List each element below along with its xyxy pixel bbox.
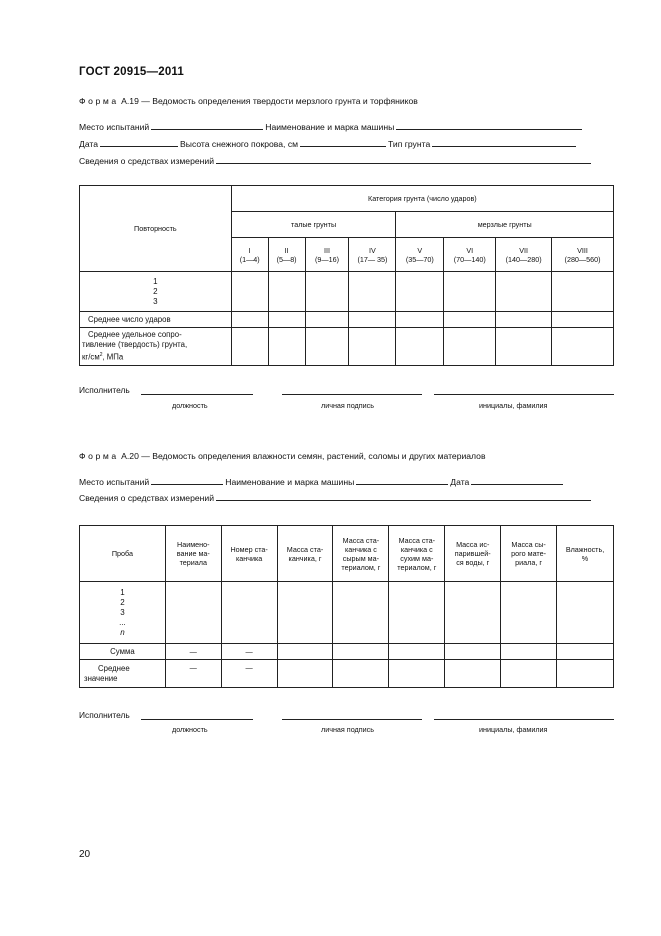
data-cell[interactable] (444, 328, 496, 366)
form19-signature-line[interactable] (282, 394, 422, 395)
data-cell[interactable] (305, 312, 349, 328)
form19-col-repeat: Повторность (80, 186, 232, 272)
data-cell[interactable] (221, 582, 277, 644)
form19-avg-blows: Среднее число ударов (80, 312, 232, 328)
form19-instruments-label: Сведения о средствах измерений (79, 156, 214, 166)
form20-date-label: Дата (450, 477, 470, 487)
form20-col-header-6 (389, 526, 445, 582)
header-line: сухим ма- (400, 553, 434, 563)
data-cell[interactable] (268, 312, 305, 328)
form20-executor-label: Исполнитель (79, 710, 130, 720)
form20-col-header-5 (333, 526, 389, 582)
table-row (80, 312, 614, 328)
data-cell[interactable] (349, 272, 396, 312)
form20-machine-label: Наименование и марка машины (225, 477, 355, 487)
form19-initials-line[interactable] (434, 394, 614, 395)
data-cell[interactable] (231, 312, 268, 328)
header-line: канчика с (400, 544, 433, 554)
data-cell[interactable] (501, 582, 557, 644)
form20-place-input[interactable] (151, 475, 223, 485)
data-cell[interactable] (277, 660, 333, 688)
data-cell[interactable] (305, 328, 349, 366)
data-cell[interactable] (557, 660, 614, 688)
form20-col-header-2 (165, 526, 221, 582)
header-line: Номер ста- (230, 544, 268, 554)
data-cell[interactable] (552, 272, 614, 312)
form19-field-row-1 (79, 120, 584, 132)
header-line: Масса ста- (286, 544, 324, 554)
form19-title-word: Форма (79, 96, 119, 106)
form19-place-label: Место испытаний (79, 122, 150, 132)
header-line: парившей- (454, 549, 491, 558)
form19-title-text: А.19 — Ведомость определения твердости мерзлого грунта и торфяников (121, 96, 418, 106)
data-cell[interactable] (496, 312, 552, 328)
form19-executor-label: Исполнитель (79, 385, 130, 395)
form19-group-header: Категория грунта (число ударов) (231, 186, 613, 212)
form20-col-header-9 (557, 526, 614, 582)
form20-initials-line[interactable] (434, 719, 614, 720)
cat-roman: II (284, 245, 289, 255)
form20-signature-caption: личная подпись (321, 725, 374, 734)
form19-place-input[interactable] (151, 120, 263, 130)
data-cell[interactable] (333, 644, 389, 660)
avg-resist-sup: 2 (99, 352, 103, 359)
data-cell[interactable] (349, 328, 396, 366)
cat-roman: VII (519, 245, 529, 255)
data-cell[interactable] (305, 272, 349, 312)
dash-cell: — (165, 660, 221, 688)
header-line: риала, г (515, 558, 542, 567)
data-cell[interactable] (445, 582, 501, 644)
form20-title (79, 451, 486, 461)
cat-roman: IV (369, 245, 376, 255)
data-cell[interactable] (557, 644, 614, 660)
form20-instruments-input[interactable] (216, 491, 591, 501)
table-row (80, 582, 614, 644)
form20-title-word: Форма (79, 451, 119, 461)
form19-machine-label: Наименование и марка машины (265, 122, 395, 132)
header-line: % (581, 553, 589, 563)
repeat-number: 2 (153, 286, 158, 296)
dash-cell: — (221, 644, 277, 660)
form19-repeats-cell (80, 272, 232, 312)
form20-date-input[interactable] (471, 475, 563, 485)
cat-roman: VIII (577, 245, 588, 255)
form19-cat-1 (231, 238, 268, 272)
data-cell[interactable] (349, 312, 396, 328)
cat-roman: V (417, 245, 423, 255)
form19-thawed-header: талые грунты (231, 212, 396, 238)
data-cell[interactable] (496, 328, 552, 366)
data-cell[interactable] (552, 312, 614, 328)
table-row (80, 660, 614, 688)
data-cell[interactable] (501, 660, 557, 688)
form20-col-header-3 (221, 526, 277, 582)
cat-roman: III (324, 245, 331, 255)
header-line: Масса ста- (398, 535, 436, 545)
data-cell[interactable] (389, 660, 445, 688)
form20-col-header-4 (277, 526, 333, 582)
header-line: Наимено- (177, 540, 210, 549)
table-row (80, 644, 614, 660)
form19-machine-input[interactable] (396, 120, 582, 130)
header-line: канчика (235, 553, 263, 563)
form20-table (79, 525, 614, 688)
form20-initials-caption: инициалы, фамилия (479, 725, 548, 734)
data-cell[interactable] (396, 272, 444, 312)
avg-line: Среднее (98, 663, 130, 673)
form19-avg-resist (80, 328, 232, 366)
header-line: Масса сы- (511, 540, 546, 549)
form20-field-row-2 (79, 491, 593, 503)
form20-title-text: А.20 — Ведомость определения влажности семян, растений, соломы и других материалов (121, 451, 486, 461)
form19-table (79, 185, 614, 366)
repeat-number: 1 (153, 276, 158, 286)
data-cell[interactable] (277, 582, 333, 644)
avg-resist-line: , МПа (102, 352, 124, 362)
header-line: канчика с (344, 544, 377, 554)
form19-cat-4 (349, 238, 396, 272)
page-number: 20 (79, 849, 91, 860)
data-cell[interactable] (165, 582, 221, 644)
form19-cat-8 (552, 238, 614, 272)
header-line: Влажность, (565, 544, 605, 554)
header-line: рого мате- (511, 549, 547, 558)
form19-initials-caption: инициалы, фамилия (479, 401, 548, 410)
data-cell[interactable] (445, 644, 501, 660)
form19-snow-input[interactable] (300, 137, 386, 147)
form19-position-line[interactable] (141, 394, 253, 395)
form19-date-label: Дата (79, 139, 99, 149)
header-line: териала (179, 558, 207, 567)
sample-number: 3 (120, 607, 125, 617)
form19-cat-6 (444, 238, 496, 272)
data-cell[interactable] (333, 660, 389, 688)
data-cell[interactable] (496, 272, 552, 312)
sample-number: 1 (120, 587, 125, 597)
cat-range: (5—8) (276, 254, 297, 264)
data-cell[interactable] (557, 582, 614, 644)
form20-position-caption: должность (172, 725, 208, 734)
avg-resist-line: кг/см (82, 352, 100, 362)
form19-position-caption: должность (172, 401, 208, 410)
form19-instruments-input[interactable] (216, 154, 591, 164)
form20-col-header-1 (80, 526, 166, 582)
table-row (80, 272, 614, 312)
header-line: Масса ис- (456, 540, 490, 549)
dash-cell: — (165, 644, 221, 660)
sample-number: 2 (120, 597, 125, 607)
data-cell[interactable] (268, 272, 305, 312)
cat-range: (1—4) (239, 254, 260, 264)
header-line: Проба (111, 549, 133, 558)
form19-cat-3 (305, 238, 349, 272)
sample-number: n (120, 627, 125, 637)
header-line: Масса ста- (342, 535, 380, 545)
avg-line: значение (84, 673, 118, 683)
form19-cat-2 (268, 238, 305, 272)
data-cell[interactable] (389, 644, 445, 660)
form20-place-label: Место испытаний (79, 477, 150, 487)
data-cell[interactable] (231, 272, 268, 312)
cat-range: (9—16) (315, 254, 339, 264)
cat-range: (140—280) (505, 254, 542, 264)
form20-col-header-8 (501, 526, 557, 582)
document-header: ГОСТ 20915—2011 (79, 66, 184, 78)
form20-avg-label (80, 660, 166, 688)
table-row (80, 328, 614, 366)
header-line: сырым ма- (342, 553, 379, 563)
cat-range: (17— 35) (357, 254, 388, 264)
form20-header-row (80, 526, 614, 582)
form19-cat-5 (396, 238, 444, 272)
data-cell[interactable] (445, 660, 501, 688)
form20-signature-line[interactable] (282, 719, 422, 720)
form20-sum-label: Сумма (80, 644, 166, 660)
data-cell[interactable] (396, 328, 444, 366)
header-line: канчика, г (288, 553, 322, 563)
form19-snow-label: Высота снежного покрова, см (180, 139, 299, 149)
cat-range: (280—560) (564, 254, 601, 264)
cat-range: (35—70) (405, 254, 434, 264)
cat-roman: I (248, 245, 251, 255)
form19-cat-7 (496, 238, 552, 272)
header-line: териалом, г (341, 562, 381, 572)
cat-roman: VI (466, 245, 474, 255)
form19-field-row-2 (79, 137, 578, 149)
form19-soil-label: Тип грунта (388, 139, 431, 149)
form19-frozen-header: мерзлые грунты (396, 212, 614, 238)
form19-field-row-3 (79, 154, 593, 166)
form20-position-line[interactable] (141, 719, 253, 720)
form20-instruments-label: Сведения о средствах измерений (79, 493, 214, 503)
form20-samples-cell (80, 582, 166, 644)
header-line: ся воды, г (456, 558, 490, 567)
sample-number: ... (119, 617, 126, 627)
form19-signature-caption: личная подпись (321, 401, 374, 410)
avg-resist-line: Среднее удельное сопро- (88, 330, 182, 340)
data-cell[interactable] (444, 272, 496, 312)
data-cell[interactable] (444, 312, 496, 328)
data-cell[interactable] (396, 312, 444, 328)
form20-field-row-1 (79, 475, 565, 487)
data-cell[interactable] (231, 328, 268, 366)
data-cell[interactable] (277, 644, 333, 660)
form19-date-input[interactable] (100, 137, 178, 147)
data-cell[interactable] (552, 328, 614, 366)
data-cell[interactable] (268, 328, 305, 366)
dash-cell: — (221, 660, 277, 688)
data-cell[interactable] (333, 582, 389, 644)
form20-col-header-7 (445, 526, 501, 582)
form19-soil-input[interactable] (432, 137, 576, 147)
header-line: териалом, г (397, 562, 437, 572)
repeat-number: 3 (153, 296, 158, 306)
header-line: вание ма- (176, 549, 210, 558)
form19-title (79, 96, 418, 106)
avg-resist-line: тивление (твердость) грунта, (82, 340, 188, 350)
data-cell[interactable] (501, 644, 557, 660)
data-cell[interactable] (389, 582, 445, 644)
cat-range: (70—140) (453, 254, 486, 264)
form20-machine-input[interactable] (356, 475, 448, 485)
